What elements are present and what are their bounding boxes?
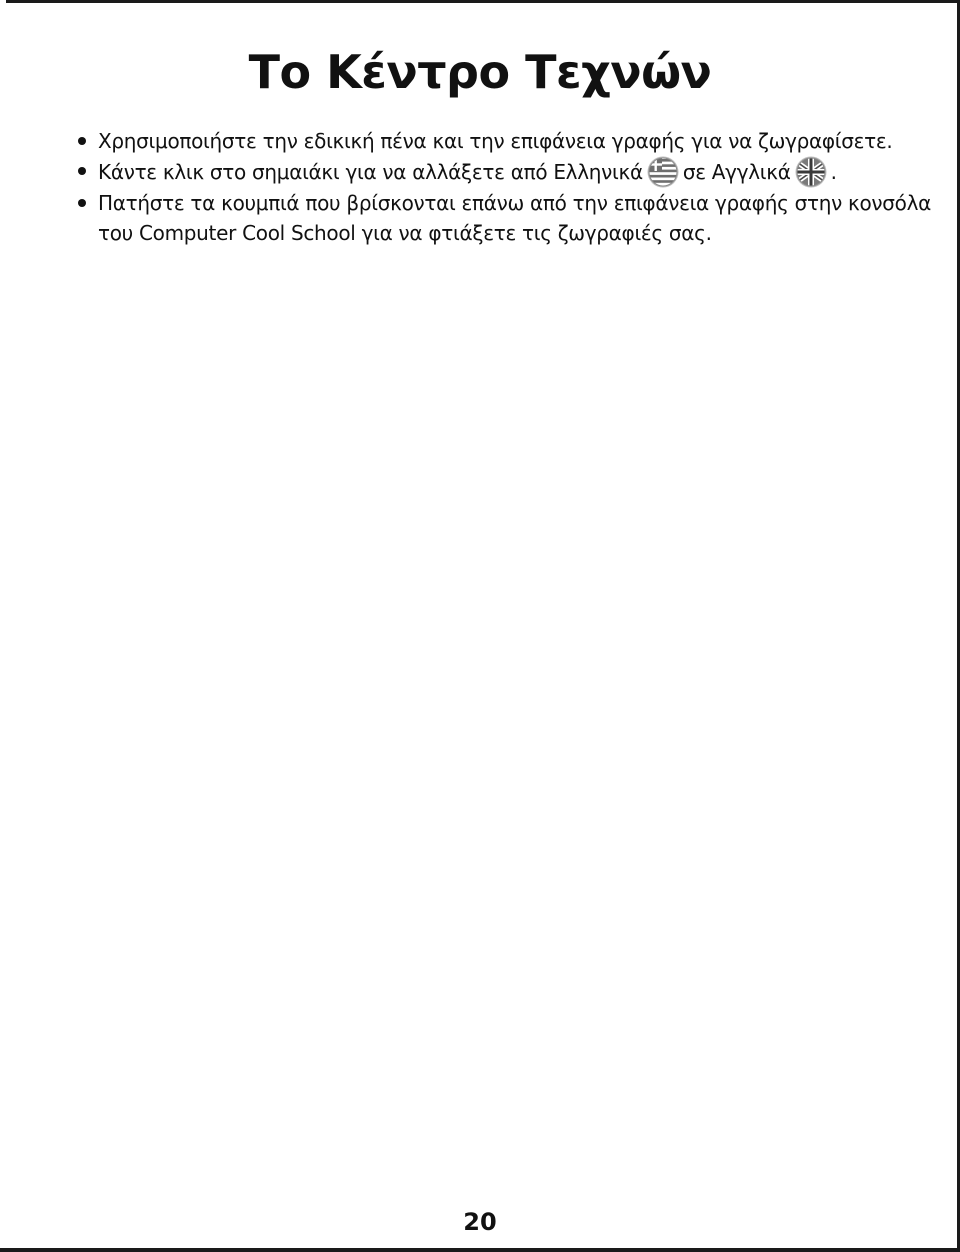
instruction-text-after: . [830,160,837,184]
instruction-item-drawing [76,126,936,156]
page-border-top [6,0,960,3]
page-border-bottom [0,1248,960,1252]
bullet-icon [78,167,86,175]
instruction-item-language [76,156,936,188]
bullet-icon [78,199,86,207]
page-number: 20 [463,1208,497,1236]
greek-flag-icon [647,156,679,188]
instruction-list [76,126,936,248]
instruction-text-before: Κάντε κλικ στο σημαιάκι για να αλλάξετε από Ελληνικά [98,160,643,184]
instruction-text: Πατήστε τα κουμπιά που βρίσκονται επάνω από την επιφάνεια γραφής στην κονσόλα του Computer Cool School για να φτιάξετε τις ζωγραφιές σας. [98,191,932,245]
instruction-text-middle: σε Αγγλικά [682,160,791,184]
uk-flag-icon [795,156,827,188]
page-title: Το Κέντρο Τεχνών [248,45,712,99]
instruction-text: Χρησιμοποιήστε την εδικική πένα και την επιφάνεια γραφής για να ζωγραφίσετε. [98,129,893,153]
instruction-item-buttons [76,188,936,248]
bullet-icon [78,137,86,145]
